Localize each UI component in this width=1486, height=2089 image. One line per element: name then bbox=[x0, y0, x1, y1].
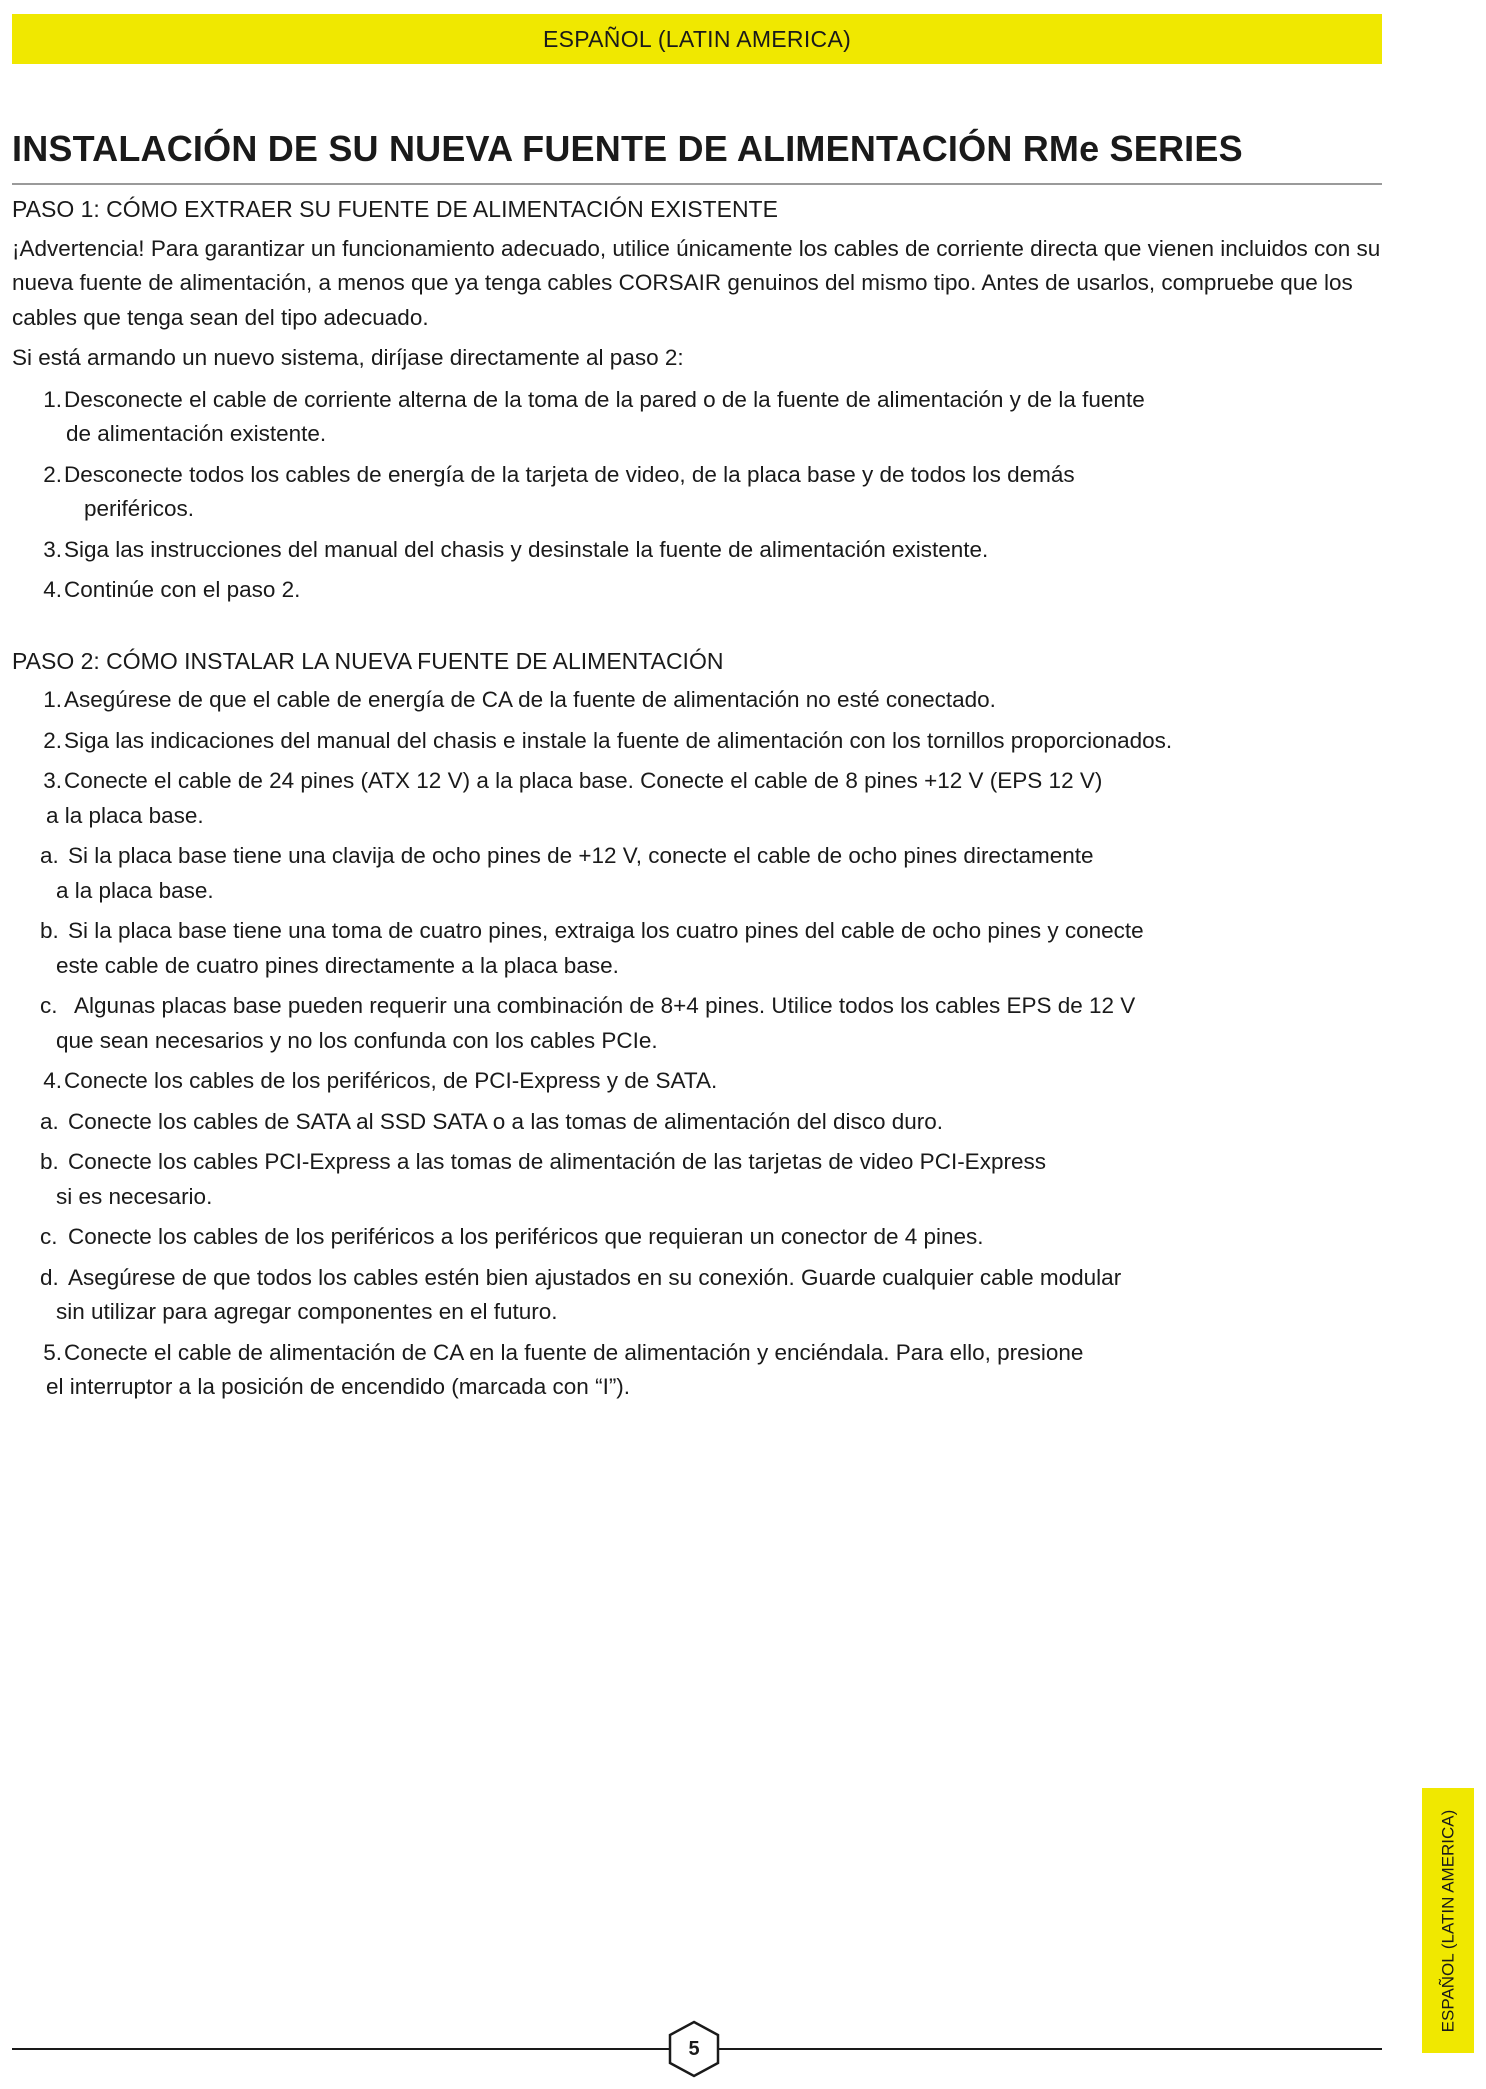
language-banner bbox=[12, 14, 1382, 64]
list-item-letter: a. bbox=[40, 843, 59, 868]
list-item-line: este cable de cuatro pines directamente a la placa base. bbox=[56, 952, 619, 978]
list-item-line: Conecte el cable de 24 pines (ATX 12 V) a la placa base. Conecte el cable de 8 pines +12 V (EPS 12 V) bbox=[64, 768, 1103, 793]
list-item-number: 2. bbox=[43, 727, 62, 753]
list-item-number: 3. bbox=[43, 536, 62, 562]
list-item-letter: b. bbox=[40, 1149, 59, 1174]
list-item-number: 2. bbox=[43, 461, 62, 487]
list-item-text: Siga las indicaciones del manual del chasis e instale la fuente de alimentación con los tornillos proporcionados. bbox=[64, 727, 1173, 753]
step2-heading: PASO 2: CÓMO INSTALAR LA NUEVA FUENTE DE ALIMENTACIÓN bbox=[12, 647, 724, 674]
list-item-number: 4. bbox=[43, 577, 62, 602]
list-item-text: Conecte los cables de SATA al SSD SATA o a las tomas de alimentación del disco duro. bbox=[68, 1108, 944, 1134]
list-item-text bbox=[56, 839, 1392, 908]
language-side-tab-label: ESPAÑOL (LATIN AMERICA) bbox=[1438, 1809, 1457, 2032]
title-divider bbox=[12, 183, 1382, 185]
list-item-number: 1. bbox=[43, 386, 62, 412]
list-item-number: 1. bbox=[43, 687, 62, 712]
list-item-text bbox=[46, 1336, 1392, 1405]
list-item-number: 3. bbox=[43, 768, 62, 793]
list-item-line: sin utilizar para agregar componentes en el futuro. bbox=[56, 1299, 558, 1324]
page-number: 5 bbox=[688, 2037, 700, 2060]
list-item-number: 4. bbox=[43, 1068, 62, 1093]
list-item-text: Conecte los cables de los periféricos, de PCI-Express y de SATA. bbox=[64, 1068, 718, 1093]
sub-list-item bbox=[12, 1261, 1392, 1330]
list-item-text bbox=[56, 989, 1392, 1058]
list-item-line: Conecte los cables PCI-Express a las tomas de alimentación de las tarjetas de video PCI-Express bbox=[68, 1149, 1046, 1174]
list-item-line: de alimentación existente. bbox=[66, 421, 327, 446]
list-item-line: Si la placa base tiene una toma de cuatro pines, extraiga los cuatro pines del cable de ocho pines y conecte bbox=[68, 918, 1144, 943]
list-item-line: el interruptor a la posición de encendido (marcada con “I”). bbox=[46, 1374, 631, 1399]
sub-list-item bbox=[12, 989, 1392, 1058]
list-item-text bbox=[56, 1145, 1392, 1214]
list-item-text bbox=[46, 764, 1392, 833]
list-item bbox=[12, 573, 1392, 608]
sub-list-item bbox=[12, 914, 1392, 983]
list-item-text bbox=[64, 458, 1392, 527]
list-item-letter: d. bbox=[40, 1264, 59, 1290]
list-item-line: Desconecte el cable de corriente alterna de la toma de la pared o de la fuente de alimentación y de la fuente bbox=[64, 386, 1145, 412]
list-item-letter: c. bbox=[40, 1224, 58, 1249]
list-item-line: Algunas placas base pueden requerir una combinación de 8+4 pines. Utilice todos los cables EPS de 12 V bbox=[74, 993, 1136, 1018]
sub-list-item bbox=[12, 839, 1392, 908]
list-item-text: Asegúrese de que el cable de energía de CA de la fuente de alimentación no esté conectado. bbox=[64, 687, 996, 712]
list-item-letter: b. bbox=[40, 918, 59, 943]
step1-intro: Si está armando un nuevo sistema, diríjase directamente al paso 2: bbox=[12, 345, 684, 370]
footer-rule-right bbox=[719, 2048, 1382, 2050]
page-number-badge bbox=[664, 2020, 724, 2078]
list-item-line: Asegúrese de que todos los cables estén bien ajustados en su conexión. Guarde cualquier cable modular bbox=[68, 1264, 1122, 1290]
footer-rule-left bbox=[12, 2048, 669, 2050]
warning-text: Para garantizar un funcionamiento adecuado, utilice únicamente los cables de corriente directa que vienen incluidos con su nueva fuente de alimentación, a menos que ya tenga cables CORSAIR genuinos del mismo tipo. Antes de usarlos, compruebe que los cables que tenga sean del tipo adecuado. bbox=[12, 235, 1381, 330]
list-item-line: si es necesario. bbox=[56, 1183, 213, 1209]
list-item-text bbox=[56, 914, 1392, 983]
list-item-line: Si la placa base tiene una clavija de ocho pines de +12 V, conecte el cable de ocho pines directamente bbox=[68, 843, 1094, 868]
language-side-tab bbox=[1422, 1788, 1474, 2053]
language-banner-label: ESPAÑOL (LATIN AMERICA) bbox=[542, 25, 852, 52]
warning-label: ¡Advertencia! bbox=[12, 235, 145, 261]
list-item bbox=[12, 764, 1392, 833]
list-item bbox=[12, 1064, 1392, 1099]
page-title: INSTALACIÓN DE SU NUEVA FUENTE DE ALIMENTACIÓN RMe SERIES bbox=[12, 128, 1243, 169]
list-item-text: Continúe con el paso 2. bbox=[64, 577, 301, 602]
list-item-line: que sean necesarios y no los confunda con los cables PCIe. bbox=[56, 1027, 658, 1053]
sub-list-item bbox=[12, 1105, 1392, 1140]
list-item-text bbox=[56, 1261, 1392, 1330]
list-item-text bbox=[64, 383, 1392, 452]
document-body bbox=[12, 192, 1392, 1411]
list-item-line: Desconecte todos los cables de energía de la tarjeta de video, de la placa base y de todos los demás bbox=[64, 461, 1075, 487]
list-item-text: Conecte los cables de los periféricos a los periféricos que requieran un conector de 4 pines. bbox=[68, 1224, 984, 1249]
section-spacer bbox=[12, 614, 1392, 644]
list-item bbox=[12, 683, 1392, 718]
list-item-letter: c. bbox=[40, 993, 58, 1018]
sub-list-item bbox=[12, 1145, 1392, 1214]
list-item bbox=[12, 383, 1392, 452]
list-item-line: a la placa base. bbox=[56, 877, 214, 903]
sub-list-item bbox=[12, 1220, 1392, 1255]
list-item bbox=[12, 1336, 1392, 1405]
step1-heading: PASO 1: CÓMO EXTRAER SU FUENTE DE ALIMENTACIÓN EXISTENTE bbox=[12, 196, 778, 222]
list-item-line: periféricos. bbox=[84, 496, 195, 521]
list-item bbox=[12, 458, 1392, 527]
list-item-line: a la placa base. bbox=[46, 802, 204, 828]
list-item-letter: a. bbox=[40, 1108, 59, 1134]
list-item bbox=[12, 533, 1392, 568]
warning-paragraph bbox=[12, 232, 1392, 336]
list-item-text: Siga las instrucciones del manual del chasis y desinstale la fuente de alimentación existente. bbox=[64, 536, 989, 562]
list-item-number: 5. bbox=[43, 1339, 62, 1365]
list-item-line: Conecte el cable de alimentación de CA en la fuente de alimentación y enciéndala. Para ello, presione bbox=[64, 1339, 1084, 1365]
list-item bbox=[12, 724, 1392, 759]
